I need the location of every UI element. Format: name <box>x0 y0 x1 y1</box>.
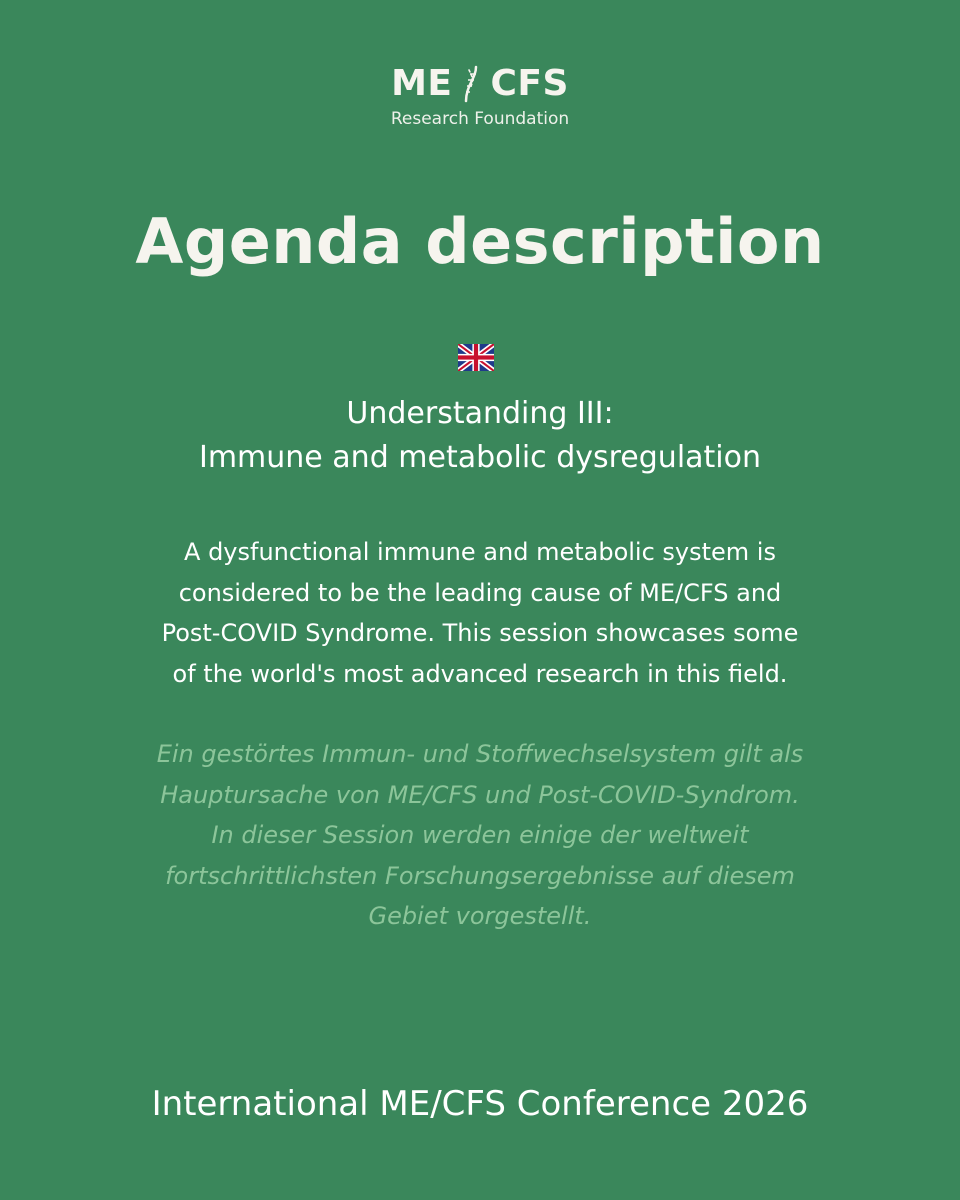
description-english-line: Post-COVID Syndrome. This session showcases some <box>161 619 799 647</box>
logo-text-cfs: CFS <box>490 63 569 104</box>
description-english <box>80 532 880 694</box>
description-german <box>80 734 880 937</box>
session-title-line-1: Understanding III: <box>346 396 614 431</box>
description-english-line: of the world's most advanced research in this field. <box>172 659 788 688</box>
description-german-line: In dieser Session werden einige der weltweit <box>211 821 749 849</box>
session-title <box>0 392 960 480</box>
conference-footer: International ME/CFS Conference 2026 <box>151 1084 809 1124</box>
session-title-line-2: Immune and metabolic dysregulation <box>198 440 762 475</box>
dna-helix-icon <box>460 64 482 104</box>
logo-text-me: ME <box>391 63 453 104</box>
description-german-line: Hauptursache von ME/CFS und Post-COVID-Syndrom. <box>160 780 800 809</box>
uk-flag-icon <box>458 344 494 371</box>
logo <box>0 62 960 130</box>
logo-wordmark <box>0 62 960 106</box>
description-english-line: A dysfunctional immune and metabolic system is <box>184 538 776 566</box>
logo-subtitle: Research Foundation <box>390 109 570 129</box>
description-english-line: considered to be the leading cause of ME/CFS and <box>178 578 782 607</box>
page-title: Agenda description <box>135 205 825 278</box>
description-german-line: fortschrittlichsten Forschungsergebnisse auf diesem <box>165 861 795 890</box>
description-german-line: Ein gestörtes Immun- und Stoffwechselsystem gilt als <box>156 740 804 768</box>
description-german-line: Gebiet vorgestellt. <box>368 902 592 930</box>
